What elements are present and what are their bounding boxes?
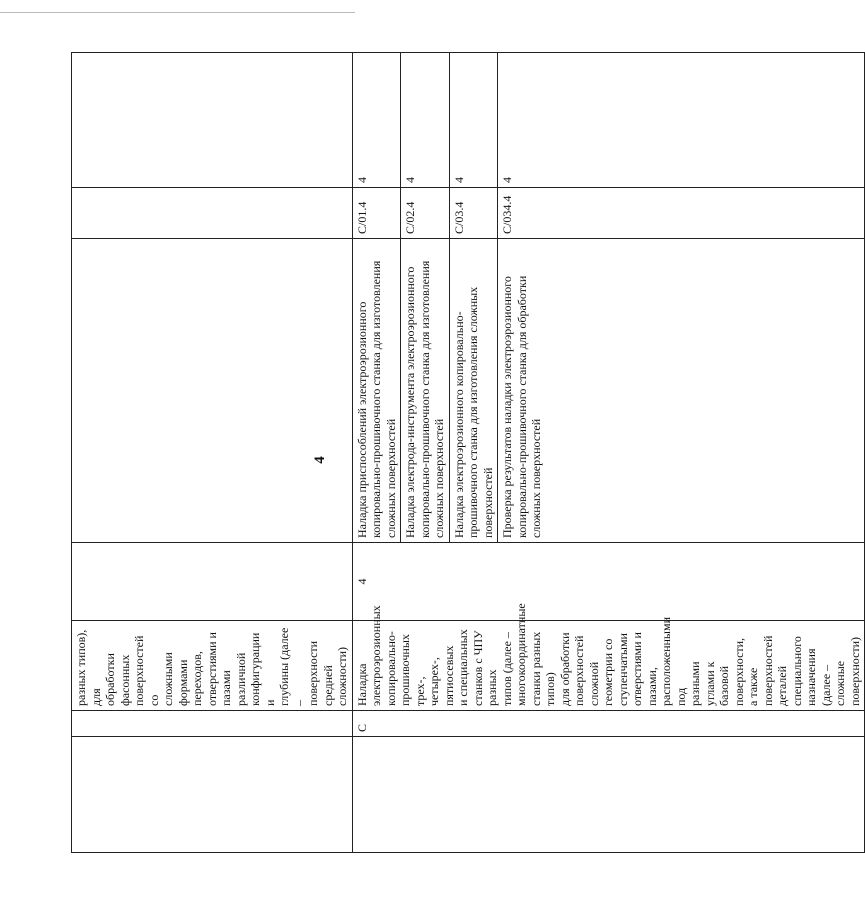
cell-func-level	[72, 53, 353, 188]
cell-func-code: C/02.4	[401, 188, 450, 239]
cell-func-code: C/01.4	[352, 188, 401, 239]
scan-edge-line	[0, 12, 355, 13]
functions-table	[71, 52, 865, 853]
table-row-continuation	[72, 53, 353, 853]
cell-code	[72, 711, 353, 737]
cell-gen-name: Наладка электроэрозионных копировально- прошивочных трех-, четырех-, пятиосевых и специальных станков с ЧПУ разных типов (далее – многокоординатные станки разных типов) для обработки поверхностей сложной геометрии со ступенчатыми отверстиями и пазами, расположенными под разными углами к базовой поверхности, а также поверхностей деталей специального назначения (далее – сложные поверхности)	[352, 621, 865, 711]
cell-gen-level: 4	[352, 543, 865, 621]
cell-func-name: Наладка электроэрозионного копировально-прошивочного станка для изготовления сложных поверхностей	[449, 239, 498, 543]
cell-func-name: Проверка результатов наладки электроэрозионного копировально-прошивочного станка для обработки сложных поверхностей	[498, 239, 865, 543]
table-row-c-1	[352, 53, 401, 853]
cell-func-name: Наладка приспособлений электроэрозионного копировально-прошивочного станка для изготовления сложных поверхностей	[352, 239, 401, 543]
cell-func-name: Наладка электрода-инструмента электроэрозионного копировально-прошивочного станка для изготовления сложных поверхностей	[401, 239, 450, 543]
cell-func-code	[72, 188, 353, 239]
cell-func-name	[72, 239, 353, 543]
cell-func-level: 4	[498, 53, 865, 188]
rotated-table-container	[71, 53, 862, 853]
cell-func-level: 4	[449, 53, 498, 188]
cell-func-level: 4	[401, 53, 450, 188]
cell-func-code: C/034.4	[498, 188, 865, 239]
cell-empty-left	[352, 737, 865, 853]
cell-code: C	[352, 711, 865, 737]
cell-empty-left	[72, 737, 353, 853]
cell-func-code: C/03.4	[449, 188, 498, 239]
cell-gen-name: разных типов), для обработки фасонных поверхностей со сложными формами переходов, отверстиями и пазами различной конфигурации и глубины (далее – поверхности средней сложности)	[72, 621, 353, 711]
cell-func-level: 4	[352, 53, 401, 188]
cell-gen-level	[72, 543, 353, 621]
page-number: 4	[312, 456, 328, 464]
